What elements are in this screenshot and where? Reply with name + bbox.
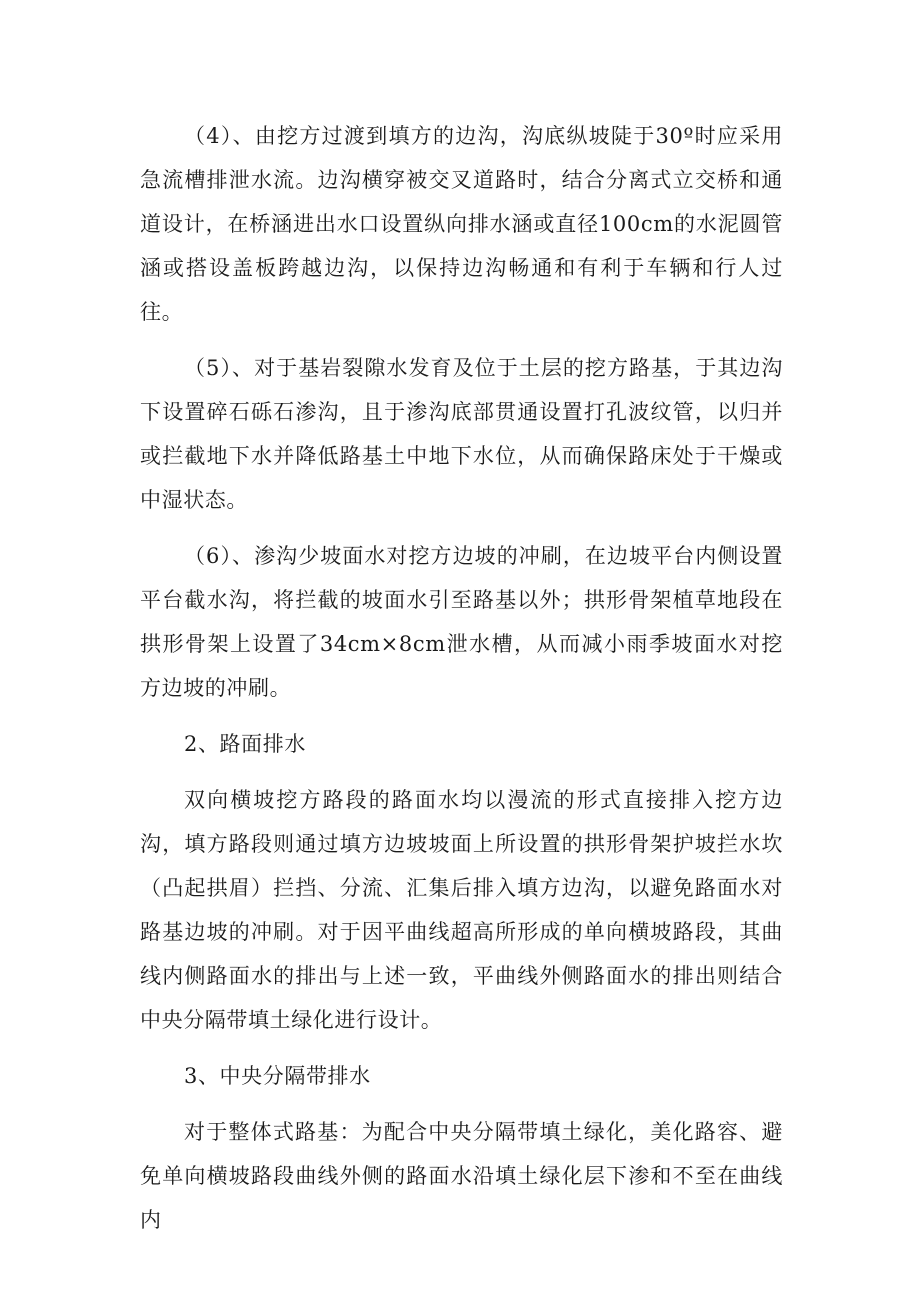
document-body: [140, 114, 783, 1254]
paragraph-median-drainage: 对于整体式路基：为配合中央分隔带填土绿化，美化路容、避免单向横坡路段曲线外侧的路面水沿填土绿化层下渗和不至在曲线内: [140, 1120, 783, 1232]
paragraph-item-6: （6）、渗沟少坡面水对挖方边坡的冲刷，在边坡平台内侧设置平台截水沟，将拦截的坡面水引至路基以外；拱形骨架植草地段在拱形骨架上设置了34cm×8cm泄水槽，从而减小雨季坡面水对挖方边坡的冲刷。: [140, 544, 783, 700]
paragraph-pavement-drainage: 双向横坡挖方路段的路面水均以漫流的形式直接排入挖方边沟，填方路段则通过填方边坡坡面上所设置的拱形骨架护坡拦水坎（凸起拱眉）拦挡、分流、汇集后排入填方边沟，以避免路面水对路基边坡的冲刷。对于因平曲线超高所形成的单向横坡路段，其曲线内侧路面水的排出与上述一致，平曲线外侧路面水的排出则结合中央分隔带填土绿化进行设计。: [140, 788, 783, 1032]
section-heading-median-drainage: 3、中央分隔带排水: [184, 1064, 371, 1088]
section-heading-pavement-drainage: 2、路面排水: [184, 732, 306, 756]
paragraph-item-4: （4）、由挖方过渡到填方的边沟，沟底纵坡陡于30º时应采用急流槽排泄水流。边沟横穿被交叉道路时，结合分离式立交桥和通道设计，在桥涵进出水口设置纵向排水涵或直径100cm的水泥圆管涵或搭设盖板跨越边沟，以保持边沟畅通和有利于车辆和行人过往。: [140, 124, 783, 324]
paragraph-item-5: （5）、对于基岩裂隙水发育及位于土层的挖方路基，于其边沟下设置碎石砾石渗沟，且于渗沟底部贯通设置打孔波纹管，以归并或拦截地下水并降低路基土中地下水位，从而确保路床处于干燥或中湿状态。: [140, 356, 783, 512]
